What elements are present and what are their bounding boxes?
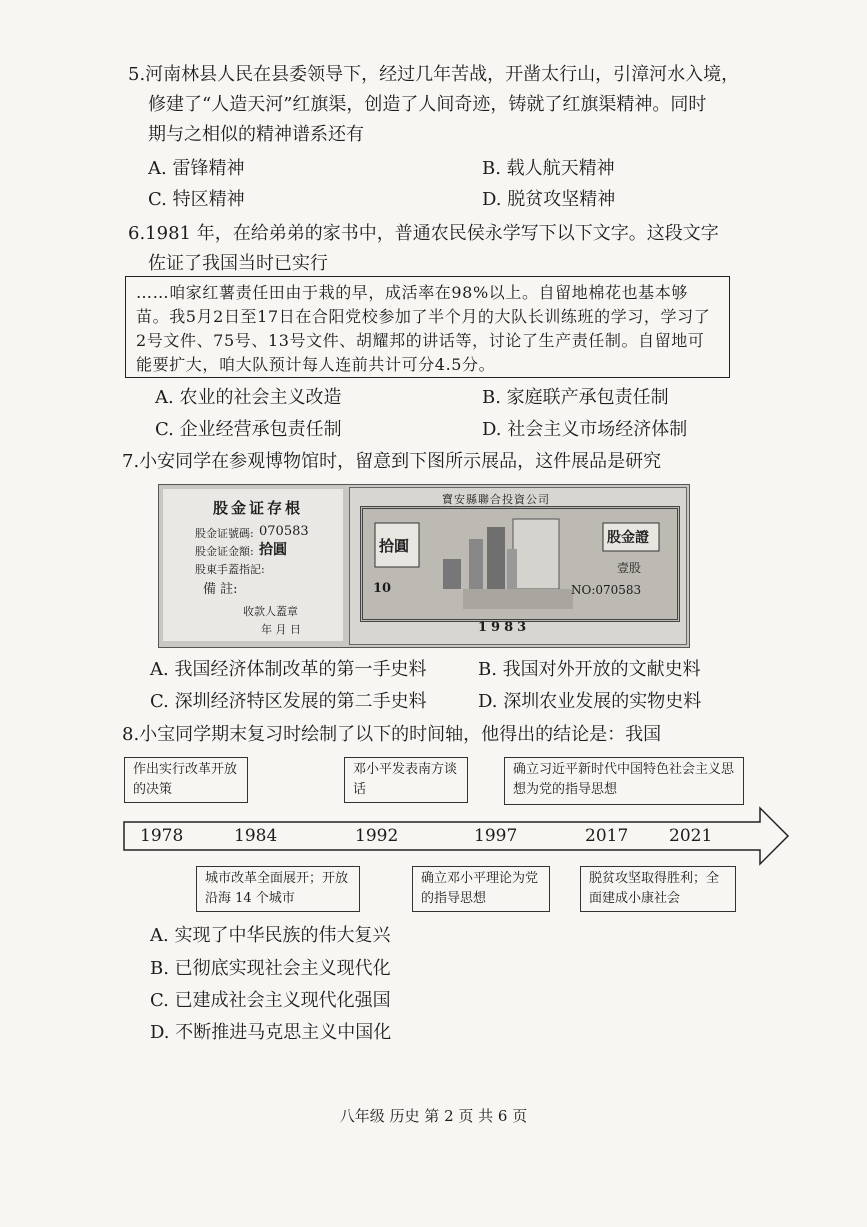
q5-stem-line1: 5.河南林县人民在县委领导下，经过几年苦战，开凿太行山，引漳河水入境， xyxy=(128,64,740,85)
stub-seal-label: 股東手蓋指記: xyxy=(195,563,265,576)
cert-value-left: 拾圓 xyxy=(379,537,410,555)
timeline-box-1992: 邓小平发表南方谈话 xyxy=(344,757,468,803)
timeline-box-1997: 确立邓小平理论为党的指导思想 xyxy=(412,866,550,912)
q6-quote-box: ……咱家红薯责任田由于栽的早，成活率在98%以上。自留地棉花也基本够苗。我5月2日至17日在合阳党校参加了半个月的大队长训练班的学习，学习了2号文件、75号、13号文件、胡耀邦的讲话等，讨论了生产责任制。自留地可能要扩大，咱大队预计每人连前共计可分4.5分。 xyxy=(125,276,730,378)
stub-amount-label: 股金证金額: xyxy=(195,545,254,558)
q6-option-b: B. 家庭联产承包责任制 xyxy=(482,387,669,408)
q7-option-a: A. 我国经济体制改革的第一手史料 xyxy=(150,659,427,680)
q5-option-b: B. 载人航天精神 xyxy=(482,158,615,179)
q8-stem-line1: 8.小宝同学期末复习时绘制了以下的时间轴，他得出的结论是：我国 xyxy=(122,724,662,745)
q7-option-d: D. 深圳农业发展的实物史料 xyxy=(478,691,702,712)
timeline-box-2021: 脱贫攻坚取得胜利；全面建成小康社会 xyxy=(580,866,736,912)
q6-stem-line2: 佐证了我国当时已实行 xyxy=(148,253,328,274)
cert-value-right: 股金證 xyxy=(607,530,649,546)
q7-option-c: C. 深圳经济特区发展的第二手史料 xyxy=(150,691,427,712)
q5-stem-line3: 期与之相似的精神谱系还有 xyxy=(148,124,364,145)
cert-year: 1983 xyxy=(478,620,531,635)
stock-certificate-photo xyxy=(158,484,690,648)
timeline-year-1997: 1997 xyxy=(474,826,518,846)
q5-stem-line2: 修建了“人造天河”红旗渠，创造了人间奇迹，铸就了红旗渠精神。同时 xyxy=(148,94,707,115)
q8-option-b: B. 已彻底实现社会主义现代化 xyxy=(150,958,391,979)
timeline-year-2021: 2021 xyxy=(669,826,713,846)
timeline-year-1984: 1984 xyxy=(234,826,278,846)
page-footer: 八年级 历史 第 2 页 共 6 页 xyxy=(339,1107,528,1125)
cert-num: 10 xyxy=(373,581,392,596)
q8-option-a: A. 实现了中华民族的伟大复兴 xyxy=(150,925,391,946)
stub-code-label: 股金证號碼: xyxy=(195,527,254,540)
cert-value-small: 壹股 xyxy=(617,561,642,575)
stub-code: 070583 xyxy=(259,524,309,539)
stub-note-label: 備 註: xyxy=(203,582,238,597)
timeline-year-2017: 2017 xyxy=(585,826,629,846)
certificate-stub xyxy=(163,489,343,641)
timeline-box-1978: 作出实行改革开放的决策 xyxy=(124,757,248,803)
stub-receiver: 收款人蓋章 xyxy=(243,605,298,618)
certificate-main xyxy=(349,487,687,645)
q7-option-b: B. 我国对外开放的文献史料 xyxy=(478,659,701,680)
q8-option-d: D. 不断推进马克思主义中国化 xyxy=(150,1022,392,1043)
timeline-year-1992: 1992 xyxy=(355,826,399,846)
q6-option-c: C. 企业经营承包责任制 xyxy=(155,419,342,440)
q7-stem-line1: 7.小安同学在参观博物馆时，留意到下图所示展品，这件展品是研究 xyxy=(122,451,662,472)
timeline-year-1978: 1978 xyxy=(140,826,184,846)
q5-option-d: D. 脱贫攻坚精神 xyxy=(482,189,616,210)
q5-option-c: C. 特区精神 xyxy=(148,189,245,210)
q6-option-d: D. 社会主义市场经济体制 xyxy=(482,419,688,440)
q6-stem-line1: 6.1981 年，在给弟弟的家书中，普通农民侯永学写下以下文字。这段文字 xyxy=(128,223,719,244)
stub-date: 年 月 日 xyxy=(261,623,301,636)
timeline-box-2017: 确立习近平新时代中国特色社会主义思想为党的指导思想 xyxy=(504,757,744,805)
q8-option-c: C. 已建成社会主义现代化强国 xyxy=(150,990,391,1011)
q6-option-a: A. 农业的社会主义改造 xyxy=(155,387,342,408)
cert-frame xyxy=(360,506,680,622)
cert-number: NO:070583 xyxy=(571,583,642,597)
stub-amount: 拾圓 xyxy=(259,542,287,558)
stub-title: 股金证存根 xyxy=(213,499,304,517)
timeline-box-1984: 城市改革全面展开；开放沿海 14 个城市 xyxy=(196,866,360,912)
cert-company: 寶安縣聯合投資公司 xyxy=(442,493,550,506)
q5-option-a: A. 雷锋精神 xyxy=(148,158,245,179)
